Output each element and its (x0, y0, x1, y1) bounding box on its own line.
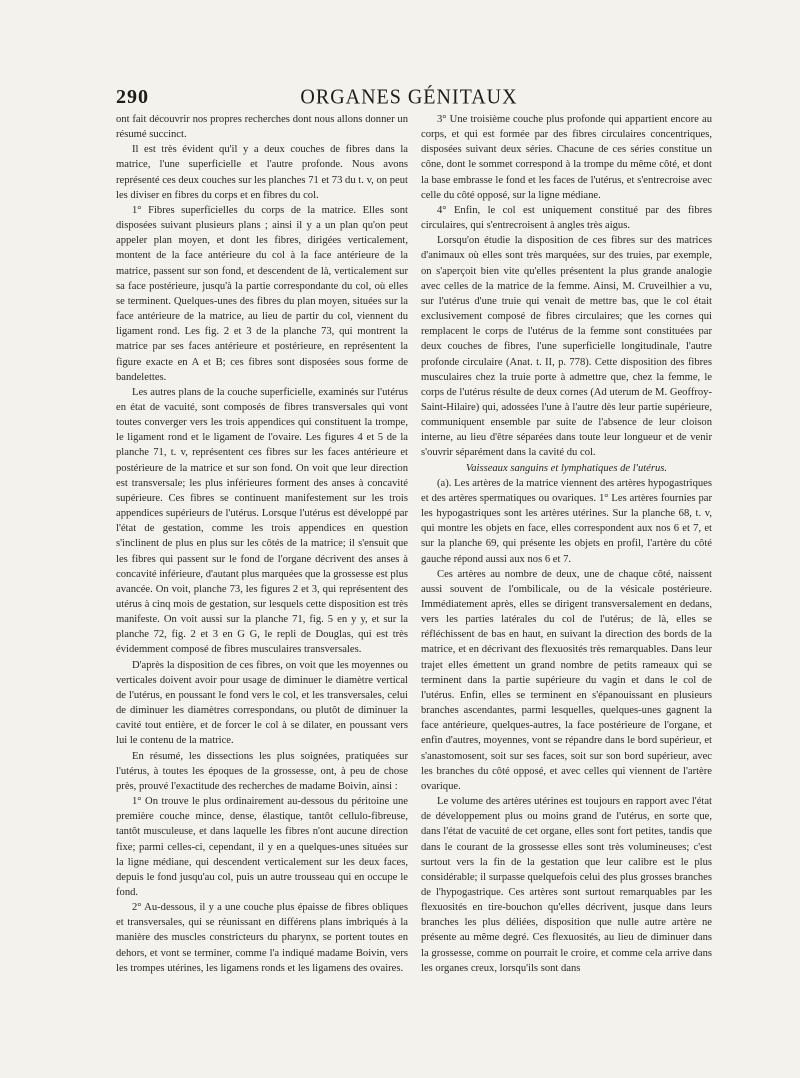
paragraph: ont fait découvrir nos propres recherches dont nous allons donner un résumé succinct. (116, 114, 408, 141)
paragraph: Lorsqu'on étudie la disposition de ces fibres sur des matrices d'animaux où elles sont très marquées, sur des truies, par exemple, on s'aperçoit bien vite qu'elles présentent la plus grande analogie avec celles de la matrice de la femme. Ainsi, M. Cruveilhier a vu, sur l'utérus d'une truie qui venait de mettre bas, que le col était exclusivement composé de fibres circulaires; que les cornes qui remplacent le corps de l'utérus de la femme sont constituées par deux couches de fibres, l'une superficielle longitudinale, l'autre profonde circulaire (Anat. t. II, p. 778). Cette disposition des fibres musculaires chez la truie porte à admettre que, chez la femme, le corps de l'utérus résulte de deux cornes (Ad uterum de M. Geoffroy-Saint-Hilaire) qui, adossées l'une à l'autre dès leur partie supérieure, communiquent ensemble par suite de l'absence de leur cloison interne, au lieu d'être séparées dans toute leur longueur et de venir s'ouvrir séparément dans la cavité du col. (421, 235, 712, 459)
paragraph: Ces artères au nombre de deux, une de chaque côté, naissent aussi souvent de l'ombilicale, ou de la vésicale postérieure. Immédiatement après, elles se dirigent transversalement en dedans, vers les parties latérales du col de l'utérus; de là, elles se réfléchissent de bas en haut, en suivant la direction des bords de la matrice, et en décrivant des flexuosités très remarquables. Dans leur trajet elles émettent un grand nombre de petits rameaux qui se terminent dans la partie supérieure du vagin et dans le col de l'utérus. Enfin, elles se terminent en s'épanouissant en plusieurs branches ascendantes, parmi lesquelles, quelques-unes gagnent la face antérieure, quelques-autres, la face postérieure de l'organe, et enfin d'autres, moyennes, vont se répandre dans le bord supérieur, et s'anastomosent, soit sur ses faces, soit sur son bord supérieur, avec les branches du côté opposé, et avec celles qui viennent de l'artère ovarique. (421, 568, 712, 792)
left-column (116, 112, 408, 976)
paragraph: En résumé, les dissections les plus soignées, pratiquées sur l'utérus, à toutes les époques de la grossesse, ont, à peu de chose près, prouvé l'exactitude des recherches de madame Boivin, ainsi : (116, 750, 408, 792)
paragraph: Le volume des artères utérines est toujours en rapport avec l'état de développement plus ou moins grand de l'utérus, en sorte que, dans l'état de vacuité de cet organe, elles sont fort petites, tandis que dans le courant de la grossesse elles sont très volumineuses; c'est surtout vers la fin de la gestation que leur calibre est le plus considérable; il surpasse quelquefois celui des plus grosses branches de l'hypogastrique. Ces artères sont surtout remarquables par les flexuosités en tire-bouchon qu'elles décrivent, jusque dans leurs branches les plus déliées, disposition que nulle autre artère ne présente au même degré. Ces flexuosités, au lieu de diminuer dans la grossesse, comme on pourrait le croire, et comme cela arrive dans les organes creux, lorsqu'ils sont dans (421, 796, 712, 974)
running-title: ORGANES GÉNITAUX (300, 85, 518, 109)
paragraph: (a). Les artères de la matrice viennent des artères hypogastriques et des artères spermatiques ou ovariques. 1° Les artères fournies par les hypogastriques sont les artères utérines. Sur la planche 68, t. v, qui montre les objets en face, elles correspondent aux nos 6 et 7, et sur la planche 69, qui présente les objets en profil, l'artère du côté gauche répond aussi aux nos 6 et 7. (421, 477, 712, 565)
page-number: 290 (116, 86, 149, 108)
section-title: Vaisseaux sanguins et lymphatiques de l'utérus. (465, 462, 668, 474)
right-column (421, 112, 712, 976)
paragraph: Les autres plans de la couche superficielle, examinés sur l'utérus en état de vacuité, sont composés de fibres transversales qui vont toutes converger vers les trois appendices qui constituent la trompe, le ligament rond et le ligament de l'ovaire. Les figures 4 et 5 de la planche 71, t. v, représentent ces fibres sur les faces antérieure et postérieure de la matrice et sur son fond. On voit que leur direction est transversale; les plus inférieures forment des anses à concavité supérieure. Ces fibres se continuent manifestement sur les trois appendices supérieurs de l'utérus. Lorsque l'utérus est développé par l'état de gestation, comme les trois appendices en question s'inclinent de plus en plus sur les côtés de la matrice; il s'ensuit que les fibres qui passent sur le fond de l'organe décrivent des anses à concavité inférieure, d'autant plus marquées que la grossesse est plus avancée. On voit, planche 73, les figures 2 et 3, qui représentent des utérus à cinq mois de gestation, sur lesquels cette disposition est très manifeste. On voit aussi sur la planche 71, fig. 5 en y y, et sur la planche 72, fig. 2 et 3 en G G, le repli de Douglas, qui est très évidemment composé de fibres musculaires transversales. (116, 386, 408, 656)
paragraph: 3° Une troisième couche plus profonde qui appartient encore au corps, et qui est formée par des fibres circulaires concentriques, disposées suivant deux séries. Chacune de ces séries constitue un cône, dont le sommet correspond à la trompe du même côté, et dont la base embrasse le fond et les faces de l'utérus, et s'entrecroise avec celle du côté opposé, sur la ligne médiane. (421, 114, 712, 201)
paragraph: 2° Au-dessous, il y a une couche plus épaisse de fibres obliques et transversales, qui se réunissant en différens plans imbriqués à la manière des muscles constricteurs du pharynx, se portent toutes en dehors, et vont se terminer, comme l'a indiqué madame Boivin, vers les trompes utérines, les ligamens ronds et les ligamens des ovaires. (116, 902, 408, 974)
paragraph: 4° Enfin, le col est uniquement constitué par des fibres circulaires, qui s'entrecroisent à angles très aigus. (421, 204, 712, 232)
paragraph: Il est très évident qu'il y a deux couches de fibres dans la matrice, l'une superficielle et l'autre profonde. Nous avons représenté ces deux couches sur les planches 71 et 73 du t. v, on peut les diviser en fibres du corps et en fibres du col. (116, 144, 408, 201)
page-header (116, 86, 702, 110)
paragraph: 1° On trouve le plus ordinairement au-dessous du péritoine une première couche mince, dense, élastique, tantôt cellulo-fibreuse, tantôt musculeuse, et dans laquelle les fibres n'ont aucune direction fixe; parmi celles-ci, cependant, il y en a quelques-unes situées sur la ligne médiane, qui descendent verticalement sur les deux faces, depuis le fond jusqu'au col, puis un autre trousseau qui en occupe le fond. (116, 796, 408, 898)
paragraph: 1° Fibres superficielles du corps de la matrice. Elles sont disposées suivant plusieurs plans ; ainsi il y a un plan qu'on peut appeler plan moyen, et dont les fibres, dirigées verticalement, montent de la face antérieure du col à la face antérieure de la matrice, passent sur son fond, et descendent de là, verticalement sur sa face postérieure, jusqu'à la partie correspondante du col, où elles se terminent. Quelques-unes des fibres du plan moyen, situées sur la face antérieure de la matrice, au lieu de partir du col, viennent du ligament rond. Les fig. 2 et 3 de la planche 73, qui montrent la matrice par ses faces antérieure et postérieure, en représentent la figure exacte en A et B; ces fibres sont disposées sous forme de bandelettes. (116, 204, 408, 383)
paragraph: D'après la disposition de ces fibres, on voit que les moyennes ou verticales doivent avoir pour usage de diminuer le diamètre vertical de l'utérus, en poussant le fond vers le col, et les transversales, celui de diminuer les diamètres correspondans, ou plutôt de diminuer la cavité tout entière, et de forcer le col à se dilater, en poussant vers lui le contenu de la matrice. (116, 659, 408, 747)
